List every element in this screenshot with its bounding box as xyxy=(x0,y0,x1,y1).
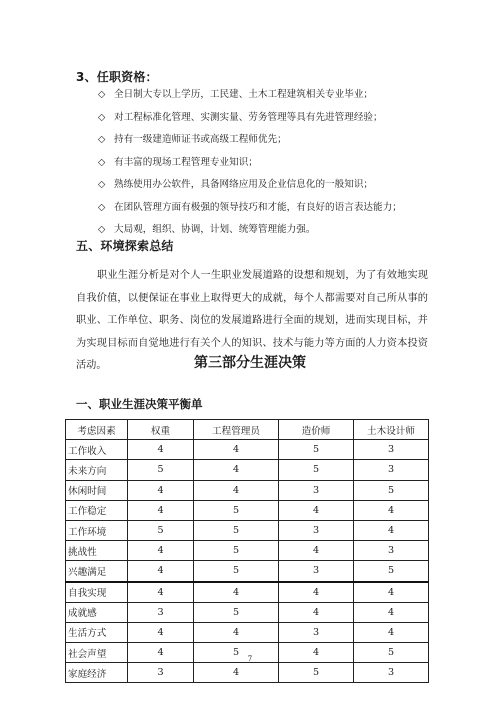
table-cell: 4 xyxy=(279,500,354,520)
qualification-heading: 3、任职资格： xyxy=(76,70,158,84)
table-cell: 3 xyxy=(279,561,354,582)
table-row xyxy=(66,602,429,622)
table-cell: 4 xyxy=(128,643,194,663)
column-header: 土木设计师 xyxy=(354,420,429,440)
table-row xyxy=(66,460,429,480)
table-cell: 4 xyxy=(128,440,194,460)
factor-cell: 成就感 xyxy=(66,602,128,622)
factor-cell: 生活方式 xyxy=(66,622,128,642)
decision-balance-table xyxy=(65,419,429,683)
factor-cell: 工作收入 xyxy=(66,440,128,460)
table-row xyxy=(66,561,429,582)
table-cell: 3 xyxy=(354,460,429,480)
table-cell: 4 xyxy=(279,643,354,663)
table-cell: 3 xyxy=(279,480,354,500)
list-item: ◇ 大局观，组织、协调，计划、统筹管理能力强。 xyxy=(98,224,402,247)
factor-cell: 社会声望 xyxy=(66,643,128,663)
factor-cell: 工作稳定 xyxy=(66,500,128,520)
table-row xyxy=(66,582,429,603)
factor-cell: 兴趣满足 xyxy=(66,561,128,582)
table-cell: 4 xyxy=(354,622,429,642)
table-cell: 5 xyxy=(279,440,354,460)
table-row xyxy=(66,541,429,561)
table-cell: 4 xyxy=(128,561,194,582)
list-item: ◇ 在团队管理方面有极强的领导技巧和才能，有良好的语言表达能力； xyxy=(98,202,402,225)
table-cell: 5 xyxy=(354,643,429,663)
table-cell: 4 xyxy=(128,480,194,500)
table-row xyxy=(66,480,429,500)
table-cell: 4 xyxy=(354,582,429,603)
table-cell: 4 xyxy=(194,440,279,460)
diamond-bullet-icon: ◇ xyxy=(98,201,106,213)
diamond-bullet-icon: ◇ xyxy=(98,156,106,168)
table-cell: 4 xyxy=(128,622,194,642)
environment-summary-heading: 五、环境探索总结 xyxy=(76,239,174,253)
table-cell: 4 xyxy=(279,541,354,561)
table-cell: 3 xyxy=(354,440,429,460)
table-row xyxy=(66,520,429,540)
factor-cell: 自我实现 xyxy=(66,582,128,603)
list-item: ◇ 熟练使用办公软件，具备网络应用及企业信息化的一般知识； xyxy=(98,179,402,202)
table-cell: 4 xyxy=(128,582,194,603)
table-cell: 5 xyxy=(194,561,279,582)
column-header: 造价师 xyxy=(279,420,354,440)
table-cell: 4 xyxy=(354,520,429,540)
table-row xyxy=(66,663,429,683)
table-cell: 5 xyxy=(354,561,429,582)
column-header: 考虑因素 xyxy=(66,420,128,440)
table-cell: 4 xyxy=(194,460,279,480)
table-cell: 4 xyxy=(194,582,279,603)
diamond-bullet-icon: ◇ xyxy=(98,134,106,145)
column-header: 权重 xyxy=(128,420,194,440)
table-cell: 3 xyxy=(279,622,354,642)
table-cell: 5 xyxy=(354,480,429,500)
diamond-bullet-icon: ◇ xyxy=(98,179,106,190)
factor-cell: 家庭经济 xyxy=(66,663,128,683)
diamond-bullet-icon: ◇ xyxy=(98,89,106,100)
list-item: ◇ 对工程标准化管理、实测实量、劳务管理等具有先进管理经验； xyxy=(98,112,402,135)
table-cell: 4 xyxy=(194,663,279,683)
list-item: ◇ 持有一级建造师证书或高级工程师优先； xyxy=(98,134,402,157)
table-row xyxy=(66,500,429,520)
part-title: 第三部分生涯决策 xyxy=(194,355,306,371)
table-cell: 5 xyxy=(194,643,279,663)
table-row xyxy=(66,440,429,460)
table-cell: 4 xyxy=(279,582,354,603)
table-cell: 4 xyxy=(354,602,429,622)
diamond-bullet-icon: ◇ xyxy=(98,224,106,235)
environment-summary-paragraph: 职业生涯分析是对个人一生职业发展道路的设想和规划，为了有效地实现自我价值，以便保证在事业上取得更大的成就，每个人都需要对自己所从事的职业、工作单位、职务、岗位的发展道路进行全面的规划，进而实现目标，并为实现目标而自觉地进行有关个人的知识、技术与能力等方面的人力资本投资活动。 xyxy=(76,270,428,371)
table-cell: 5 xyxy=(194,500,279,520)
table-cell: 5 xyxy=(279,460,354,480)
table-cell: 3 xyxy=(354,541,429,561)
column-header: 工程管理员 xyxy=(194,420,279,440)
table-row xyxy=(66,622,429,642)
table-cell: 5 xyxy=(279,663,354,683)
table-cell: 5 xyxy=(128,460,194,480)
table-cell: 5 xyxy=(194,541,279,561)
table-cell: 3 xyxy=(354,663,429,683)
factor-cell: 未来方向 xyxy=(66,460,128,480)
table-cell: 4 xyxy=(194,480,279,500)
list-item: ◇ 有丰富的现场工程管理专业知识； xyxy=(98,157,402,180)
factor-cell: 工作环境 xyxy=(66,520,128,540)
table-cell: 4 xyxy=(128,500,194,520)
page-number: 7 xyxy=(247,655,253,663)
diamond-bullet-icon: ◇ xyxy=(98,111,106,123)
table-cell: 3 xyxy=(128,663,194,683)
table-cell: 4 xyxy=(194,622,279,642)
balance-sheet-heading: 一、职业生涯决策平衡单 xyxy=(76,397,203,411)
factor-cell: 挑战性 xyxy=(66,541,128,561)
table-cell: 4 xyxy=(354,500,429,520)
table-cell: 3 xyxy=(128,602,194,622)
factor-cell: 休闲时间 xyxy=(66,480,128,500)
table-cell: 3 xyxy=(279,520,354,540)
list-item: ◇ 全日制大专以上学历，工民建、土木工程建筑相关专业毕业； xyxy=(98,89,402,112)
table-cell: 5 xyxy=(194,602,279,622)
table-cell: 5 xyxy=(194,520,279,540)
table-cell: 5 xyxy=(128,520,194,540)
table-cell: 4 xyxy=(279,602,354,622)
table-cell: 4 xyxy=(128,541,194,561)
table-header-row xyxy=(66,420,429,440)
qualification-list xyxy=(98,89,402,247)
